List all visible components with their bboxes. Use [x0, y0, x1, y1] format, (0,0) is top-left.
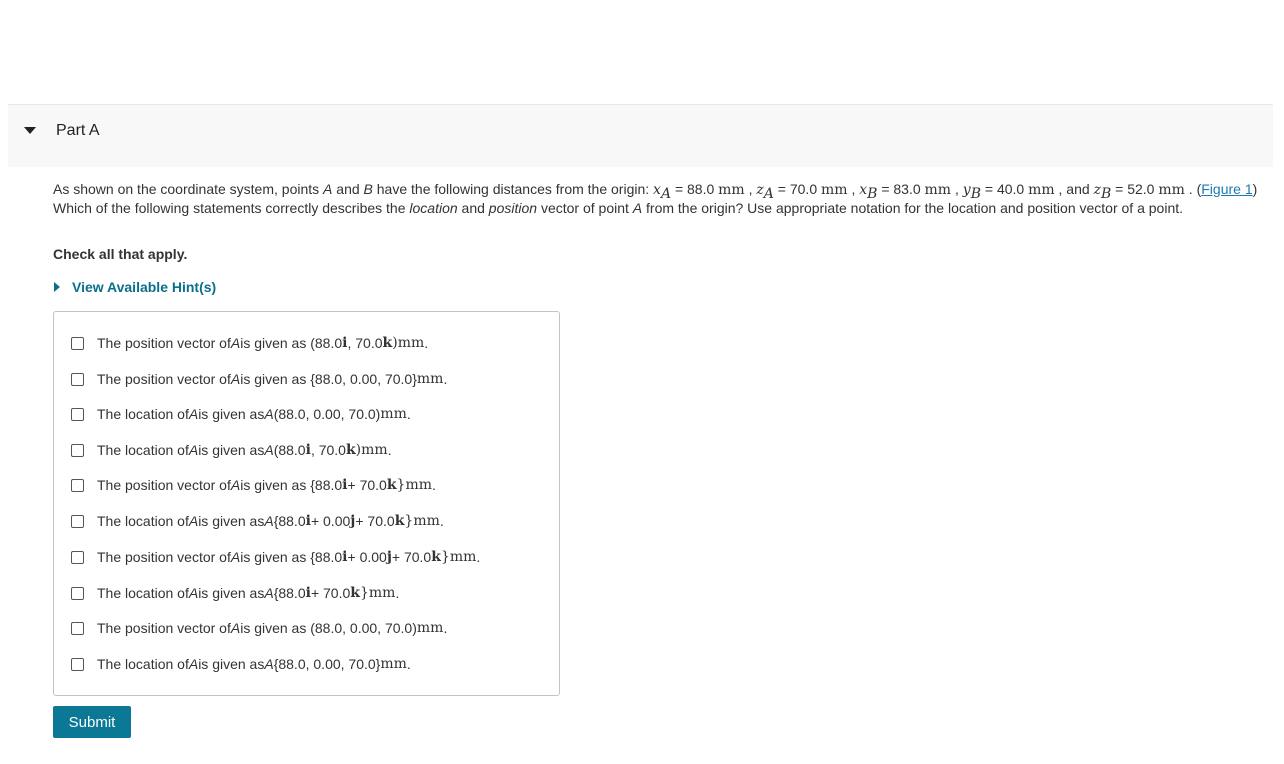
option-text: The location of	[97, 513, 189, 529]
prompt-text: ) Which of the following statements correctly describes the	[53, 181, 1258, 216]
checkbox[interactable]	[71, 444, 84, 457]
answer-option[interactable]	[71, 654, 411, 674]
option-text: , 70.0	[347, 335, 383, 351]
checkbox[interactable]	[71, 551, 84, 564]
prompt-text: from the origin? Use appropriate notation for the location and position vector of a point.	[642, 200, 1184, 216]
option-text: .	[443, 371, 448, 387]
option-point: A	[264, 585, 274, 601]
option-point: A	[230, 620, 241, 636]
separator: ,	[744, 181, 757, 197]
option-text: .	[406, 406, 411, 422]
checkbox[interactable]	[71, 408, 84, 421]
math-subscript: A	[660, 185, 672, 202]
option-text: + 0.00	[347, 549, 387, 565]
math-subscript: B	[970, 185, 981, 202]
checkbox[interactable]	[71, 622, 84, 635]
unit-vector: k	[345, 442, 356, 458]
option-text: + 70.0	[310, 585, 351, 601]
unit-vector: j	[386, 549, 392, 565]
math-subscript: B	[867, 185, 878, 202]
answer-option[interactable]	[71, 369, 447, 389]
option-text: The position vector of	[97, 620, 231, 636]
option-point: A	[188, 513, 199, 529]
prompt-text: and	[332, 181, 364, 197]
answer-option[interactable]	[71, 583, 399, 603]
figure-1-link[interactable]: Figure 1	[1201, 181, 1253, 197]
option-text: (88.0, 0.00, 70.0)	[273, 406, 381, 422]
math-value: = 88.0	[671, 181, 719, 197]
option-unit: mm	[380, 656, 407, 672]
option-text: + 70.0	[347, 477, 387, 493]
position-emphasis: position	[488, 200, 538, 216]
option-unit: mm	[361, 442, 388, 458]
math-unit: mm	[718, 182, 745, 198]
separator: ,	[847, 181, 860, 197]
option-text: + 70.0	[391, 549, 432, 565]
checkbox[interactable]	[71, 587, 84, 600]
collapse-caret-icon[interactable]	[24, 127, 36, 134]
option-unit: mm	[413, 513, 440, 529]
prompt-text: . (	[1184, 181, 1202, 197]
option-unit: mm	[449, 549, 477, 565]
option-point: A	[188, 656, 199, 672]
unit-vector: i	[342, 549, 348, 565]
answer-option[interactable]	[71, 333, 428, 353]
point-a-label: A	[632, 200, 643, 216]
option-text: The location of	[97, 656, 189, 672]
option-unit: mm	[380, 406, 407, 422]
math-value: = 40.0	[980, 181, 1029, 197]
question-prompt	[53, 180, 1268, 217]
option-point: A	[230, 477, 241, 493]
option-point: A	[188, 442, 199, 458]
answer-options	[53, 311, 560, 696]
math-variable: z	[756, 182, 764, 198]
option-text: .	[439, 513, 444, 529]
option-point: A	[264, 442, 274, 458]
option-text: .	[443, 620, 448, 636]
checkbox[interactable]	[71, 337, 84, 350]
option-text: (88.0	[273, 442, 306, 458]
unit-vector: i	[342, 477, 348, 493]
option-text: The position vector of	[97, 549, 231, 565]
option-text: is given as (88.0, 0.00, 70.0)	[240, 620, 417, 636]
option-point: A	[188, 585, 199, 601]
option-text: is given as	[198, 513, 265, 529]
math-value: = 52.0	[1111, 181, 1159, 197]
option-text: }	[359, 585, 369, 601]
option-unit: mm	[397, 335, 425, 351]
unit-vector: k	[431, 549, 441, 565]
option-text: }	[396, 477, 406, 493]
option-text: .	[395, 585, 400, 601]
option-point: A	[230, 335, 241, 351]
option-text: is given as	[198, 406, 265, 422]
option-text: The position vector of	[97, 335, 231, 351]
math-unit: mm	[821, 182, 848, 198]
math-value: = 83.0	[877, 181, 925, 197]
unit-vector: i	[305, 442, 311, 458]
option-text: is given as	[198, 656, 265, 672]
math-subscript: A	[763, 185, 774, 202]
option-text: + 70.0	[355, 513, 395, 529]
option-point: A	[188, 406, 199, 422]
submit-button[interactable]: Submit	[53, 706, 131, 738]
check-all-instruction: Check all that apply.	[53, 246, 188, 262]
option-text: .	[424, 335, 429, 351]
math-subscript: B	[1100, 185, 1112, 202]
option-text: }	[404, 513, 414, 529]
option-text: .	[432, 477, 436, 493]
math-variable: x	[653, 182, 661, 198]
option-text: , 70.0	[310, 442, 346, 458]
prompt-text: vector of point	[537, 200, 633, 216]
answer-option[interactable]	[71, 404, 411, 424]
option-text: The position vector of	[97, 477, 231, 493]
math-variable: z	[1093, 182, 1101, 198]
part-a-header[interactable]	[8, 104, 1273, 167]
option-text: The location of	[97, 406, 189, 422]
expand-caret-icon	[54, 282, 60, 292]
answer-option[interactable]	[71, 511, 444, 531]
option-text: is given as (88.0	[240, 335, 343, 351]
answer-option[interactable]	[71, 618, 447, 638]
unit-vector: k	[350, 585, 360, 601]
unit-vector: j	[350, 513, 356, 529]
option-point: A	[264, 513, 274, 529]
option-point: A	[264, 406, 274, 422]
option-text: }	[440, 549, 450, 565]
math-unit: mm	[1158, 182, 1185, 198]
option-unit: mm	[368, 585, 396, 601]
point-a-label: A	[323, 181, 333, 197]
unit-vector: k	[382, 335, 393, 351]
option-text: is given as	[198, 442, 265, 458]
unit-vector: i	[305, 513, 311, 529]
view-hints-toggle[interactable]	[53, 279, 216, 295]
unit-vector: k	[386, 477, 397, 493]
option-text: .	[476, 549, 481, 565]
location-emphasis: location	[409, 200, 458, 216]
option-point: A	[230, 371, 241, 387]
option-text: .	[406, 656, 411, 672]
option-text: The location of	[97, 442, 189, 458]
option-text: )	[392, 335, 398, 351]
option-unit: mm	[405, 477, 433, 493]
math-unit: mm	[924, 182, 952, 198]
option-unit: mm	[416, 371, 444, 387]
checkbox[interactable]	[71, 515, 84, 528]
math-value: = 70.0	[773, 181, 821, 197]
option-text: is given as	[198, 585, 265, 601]
option-point: A	[230, 549, 241, 565]
checkbox[interactable]	[71, 658, 84, 671]
prompt-text: As shown on the coordinate system, points	[53, 181, 324, 197]
part-title: Part A	[56, 122, 100, 139]
option-text: .	[387, 442, 392, 458]
separator: ,	[951, 181, 963, 197]
option-text: is given as {88.0	[240, 549, 343, 565]
option-text: + 0.00	[310, 513, 351, 529]
prompt-text: have the following distances from the origin:	[372, 181, 654, 197]
unit-vector: k	[394, 513, 405, 529]
option-text: is given as {88.0	[240, 477, 343, 493]
checkbox[interactable]	[71, 373, 84, 386]
option-unit: mm	[416, 620, 444, 636]
option-text: )	[355, 442, 362, 458]
option-text: {88.0, 0.00, 70.0}	[273, 656, 381, 672]
option-text: {88.0	[273, 585, 306, 601]
option-point: A	[264, 656, 274, 672]
option-text: {88.0	[273, 513, 306, 529]
math-variable: y	[962, 182, 971, 198]
option-text: The location of	[97, 585, 189, 601]
prompt-text: and	[457, 200, 489, 216]
option-text: is given as {88.0, 0.00, 70.0}	[240, 371, 417, 387]
prompt-text: , and	[1054, 181, 1094, 197]
answer-option[interactable]	[71, 475, 436, 495]
checkbox[interactable]	[71, 479, 84, 492]
point-b-label: B	[363, 181, 373, 197]
math-unit: mm	[1028, 182, 1055, 198]
answer-option[interactable]	[71, 547, 480, 567]
math-variable: x	[859, 182, 868, 198]
option-text: The position vector of	[97, 371, 231, 387]
unit-vector: i	[305, 585, 311, 601]
unit-vector: i	[342, 335, 348, 351]
answer-option[interactable]	[71, 440, 392, 460]
hint-label: View Available Hint(s)	[72, 279, 217, 295]
